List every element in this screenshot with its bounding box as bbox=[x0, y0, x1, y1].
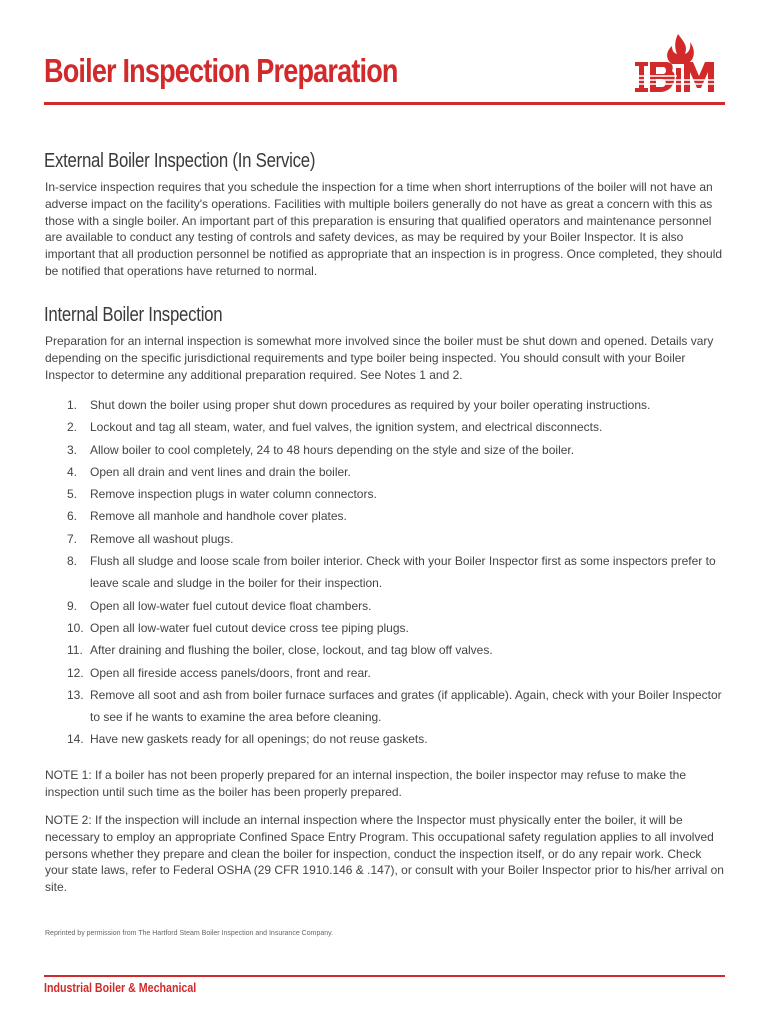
list-item bbox=[45, 505, 725, 527]
list-item-text: Remove all washout plugs. bbox=[90, 531, 234, 546]
section-heading-external: External Boiler Inspection (In Service) bbox=[44, 150, 316, 172]
list-item-number: 4. bbox=[67, 464, 78, 479]
list-item-text: Remove all manhole and handhole cover plates. bbox=[90, 509, 347, 524]
reprint-credit: Reprinted by permission from The Hartford Steam Boiler Inspection and Insurance Company. bbox=[45, 930, 334, 937]
list-item bbox=[45, 394, 725, 416]
list-item-number: 11. bbox=[67, 643, 83, 658]
footer-company-name: Industrial Boiler & Mechanical bbox=[44, 980, 197, 995]
footer-divider bbox=[44, 975, 725, 977]
list-item-text: Flush all sludge and loose scale from boiler interior. Check with your Boiler Inspector first as some inspectors prefer to leave scale and sludge in the boiler for their inspection. bbox=[90, 554, 716, 591]
list-item bbox=[45, 528, 725, 550]
list-item-text: Allow boiler to cool completely, 24 to 48 hours depending on the style and size of the boiler. bbox=[90, 442, 575, 457]
list-item-text: Remove inspection plugs in water column connectors. bbox=[90, 487, 377, 502]
list-item-number: 10. bbox=[67, 620, 84, 635]
list-item-text: After draining and flushing the boiler, close, lockout, and tag blow off valves. bbox=[90, 643, 493, 658]
list-item-text: Have new gaskets ready for all openings; do not reuse gaskets. bbox=[90, 732, 428, 747]
list-item bbox=[45, 439, 725, 461]
list-item-number: 7. bbox=[67, 531, 78, 546]
page-title: Boiler Inspection Preparation bbox=[44, 52, 398, 89]
company-logo bbox=[632, 32, 724, 94]
list-item bbox=[45, 728, 725, 750]
list-item-number: 2. bbox=[67, 420, 78, 435]
note-1: NOTE 1: If a boiler has not been properly prepared for an internal inspection, the boiler inspector may refuse to make the inspection until such time as the boiler has been properly prepared. bbox=[45, 768, 687, 799]
section-heading-internal: Internal Boiler Inspection bbox=[44, 304, 223, 326]
internal-paragraph: Preparation for an internal inspection is somewhat more involved since the boiler must be shut down and opened. Details vary depending on the specific jurisdictional requirements and type boiler being inspected. You should consult with your Boiler Inspector to determine any additional preparation required. See Notes 1 and 2. bbox=[45, 334, 714, 382]
list-item bbox=[45, 416, 725, 438]
list-item-number: 6. bbox=[67, 509, 78, 524]
list-item-number: 13. bbox=[67, 687, 84, 702]
list-item-text: Open all fireside access panels/doors, front and rear. bbox=[90, 665, 371, 680]
list-item bbox=[45, 550, 725, 595]
title-divider bbox=[44, 102, 725, 105]
list-item-number: 1. bbox=[67, 398, 78, 412]
external-paragraph: In-service inspection requires that you schedule the inspection for a time when short interruptions of the boiler will not have an adverse impact on the facility's operations. Facilities with multiple boilers generally do not have as great a concern with this as those with a single boiler. An important part of this preparation is ensuring that qualified operators and maintenance personnel are available to conduct any testing of controls and safety devices, as may be required by your Boiler Inspector. It is also important that all production personnel be notified as appropriate that an inspection is in progress. Once completed, they should be notified that operations have returned to normal. bbox=[45, 180, 723, 278]
list-item-text: Shut down the boiler using proper shut down procedures as required by your boiler operating instructions. bbox=[90, 398, 651, 412]
list-item bbox=[45, 483, 725, 505]
list-item-number: 5. bbox=[67, 487, 78, 502]
flame-icon bbox=[667, 34, 694, 64]
list-item bbox=[45, 617, 725, 639]
logo-letters bbox=[635, 62, 714, 92]
list-item-text: Lockout and tag all steam, water, and fuel valves, the ignition system, and electrical disconnects. bbox=[90, 420, 603, 435]
list-item-number: 9. bbox=[67, 598, 78, 613]
list-item-text: Open all drain and vent lines and drain the boiler. bbox=[90, 464, 351, 479]
preparation-steps-list bbox=[45, 394, 725, 751]
list-item bbox=[45, 595, 725, 617]
list-item-text: Remove all soot and ash from boiler furnace surfaces and grates (if applicable). Again, check with your Boiler Inspector to see if he wants to examine the area before cleaning. bbox=[90, 687, 722, 725]
list-item-number: 8. bbox=[67, 554, 78, 569]
list-item-number: 12. bbox=[67, 665, 84, 680]
list-item bbox=[45, 662, 725, 684]
note-2: NOTE 2: If the inspection will include an internal inspection where the Inspector must physically enter the boiler, it will be necessary to employ an appropriate Confined Space Entry Program. This occupational safety regulation applies to all involved persons whether they prepare and clean the boiler for inspection, conduct the inspection itself, or do any repair work. Check your state laws, refer to Federal OSHA (29 CFR 1910.146 & .147), or consult with your Boiler Inspector prior to his/her arrival on site. bbox=[45, 813, 724, 895]
list-item-number: 14. bbox=[67, 732, 84, 747]
list-item-text: Open all low-water fuel cutout device float chambers. bbox=[90, 598, 372, 613]
list-item bbox=[45, 461, 725, 483]
list-item-number: 3. bbox=[67, 442, 78, 457]
list-item bbox=[45, 639, 725, 661]
list-item bbox=[45, 684, 725, 729]
list-item-text: Open all low-water fuel cutout device cross tee piping plugs. bbox=[90, 620, 409, 635]
